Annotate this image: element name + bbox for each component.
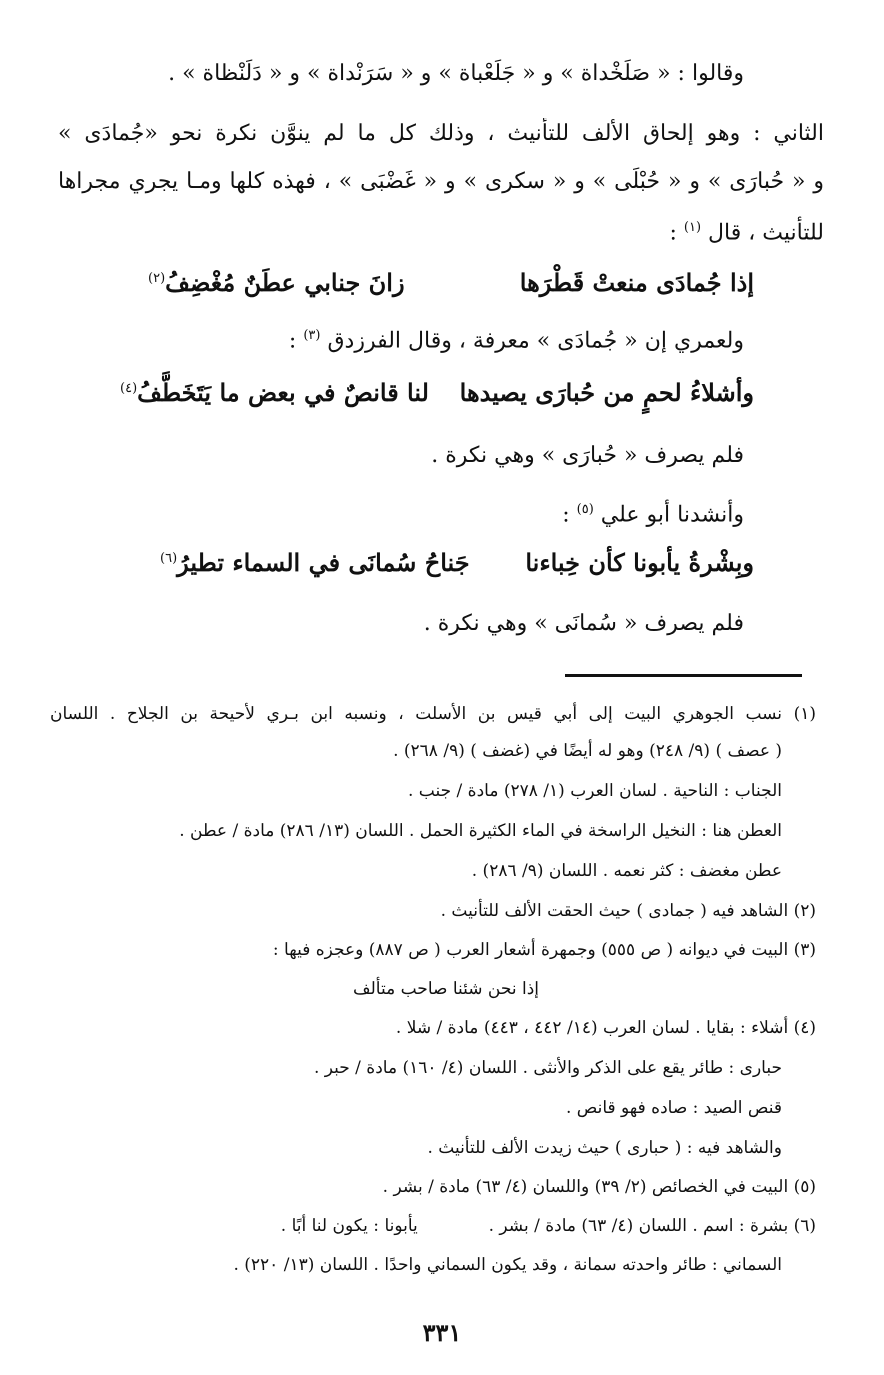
footnote-6-part-2: يأبونا : يكون لنا أبًا . xyxy=(280,1216,418,1236)
footnote-line: قنص الصيد : صاده فهو قانص . xyxy=(565,1098,782,1118)
body-line-4 xyxy=(60,212,824,249)
body-line-7-colon: : xyxy=(562,502,570,528)
footnote-line: عطن مغضف : كثر نعمه . اللسان (٩/ ٢٨٦) . xyxy=(471,861,782,881)
footnote-line: (٥) البيت في الخصائص (٢/ ٣٩) واللسان (٤/ ٦٣) مادة / بشر . xyxy=(382,1177,816,1197)
verse-1-second-hemistich xyxy=(148,268,405,297)
footnote-6-part-1: (٦) بشرة : اسم . اللسان (٤/ ٦٣) مادة / بشر . xyxy=(488,1216,816,1236)
body-line-3: و « حُبارَى » و « حُبْلَى » و « سكرى » و « غَضْبَى » ، فهذه كلها ومـا يجري مجراها xyxy=(58,169,824,194)
body-line-7 xyxy=(60,494,744,531)
body-line-4-colon: : xyxy=(669,220,677,246)
footnote-line: إذا نحن شئنا صاحب متألف xyxy=(353,979,539,999)
footnote-line: حبارى : طائر يقع على الذكر والأنثى . اللسان (٤/ ١٦٠) مادة / حبر . xyxy=(313,1058,782,1078)
footnote-line: السماني : طائر واحدته سمانة ، وقد يكون السماني واحدًا . اللسان (١٣/ ٢٢٠) . xyxy=(233,1255,782,1275)
footnote-line: (٤) أشلاء : بقايا . لسان العرب (١٤/ ٤٤٢ ، ٤٤٣) مادة / شلا . xyxy=(395,1018,816,1038)
footnote-ref-4: (٤) xyxy=(120,381,138,396)
footnote-line: والشاهد فيه : ( حبارى ) حيث زيدت الألف للتأنيث . xyxy=(427,1138,782,1158)
footnote-ref-3: (٣) xyxy=(303,328,321,343)
body-line-5 xyxy=(60,320,744,357)
footnote-line: الجناب : الناحية . لسان العرب (١/ ٢٧٨) مادة / جنب . xyxy=(407,781,782,801)
footnote-line xyxy=(50,1213,816,1239)
body-line-5-text: ولعمري إن « جُمادَى » معرفة ، وقال الفرزدق xyxy=(327,328,744,354)
verse-2-second-hemistich xyxy=(120,378,429,407)
footnote-line: ( عصف ) (٩/ ٢٤٨) وهو له أيضًا في (غضف ) (٩/ ٢٦٨) . xyxy=(393,741,782,761)
footnote-ref-5: (٥) xyxy=(576,502,594,517)
verse-3-first-hemistich: وبِشْرةُ يأبونا كأن خِباءنا xyxy=(525,548,754,577)
footnote-line: (١) نسب الجوهري البيت إلى أبي قيس بن الأسلت ، ونسبه ابن بـري لأحيحة بن الجلاح . اللسان xyxy=(50,704,816,724)
body-line-8: فلم يصرف « سُمانَى » وهي نكرة . xyxy=(423,611,744,636)
page-number: ٣٣١ xyxy=(422,1318,462,1347)
body-line-7-text: وأنشدنا أبو علي xyxy=(600,502,744,528)
footnote-separator xyxy=(565,674,802,677)
verse-1-second-text: زانَ جنابي عطَنٌ مُغْضِفُ xyxy=(165,268,405,297)
body-line-5-colon: : xyxy=(288,328,297,354)
footnote-line: العطن هنا : النخيل الراسخة في الماء الكثيرة الحمل . اللسان (١٣/ ٢٨٦) مادة / عطن . xyxy=(179,821,782,841)
body-line-1: وقالوا : « صَلَخْداة » و « جَلَعْباة » و « سَرَنْداة » و « دَلَنْظاة » . xyxy=(168,61,744,86)
footnote-ref-1: (١) xyxy=(683,220,702,235)
body-line-2: الثاني : وهو إلحاق الألف للتأنيث ، وذلك كل ما لم ينوَّن نكرة نحو «جُمادَى » xyxy=(58,121,824,146)
verse-3 xyxy=(60,548,754,588)
footnote-ref-2: (٢) xyxy=(148,271,166,286)
verse-3-second-text: جَناحُ سُمانَى في السماء تطيرُ xyxy=(177,548,470,577)
verse-2-second-text: لنا قانصٌ في بعض ما يَتَخَطَّفُ xyxy=(137,378,429,407)
body-line-4-text: للتأنيث ، قال xyxy=(708,220,824,246)
footnote-ref-6: (٦) xyxy=(160,551,178,566)
body-line-6: فلم يصرف « حُبارَى » وهي نكرة . xyxy=(431,443,744,468)
verse-1 xyxy=(60,268,754,308)
footnote-line: (٢) الشاهد فيه ( جمادى ) حيث الحقت الألف للتأنيث . xyxy=(440,901,816,921)
verse-2 xyxy=(60,378,754,418)
footnote-line: (٣) البيت في ديوانه ( ص ٥٥٥) وجمهرة أشعار العرب ( ص ٨٨٧) وعجزه فيها : xyxy=(272,940,816,960)
verse-1-first-hemistich: إذا جُمادَى منعتْ قَطْرَها xyxy=(519,268,754,297)
verse-2-first-hemistich: وأشلاءُ لحمٍ من حُبارَى يصيدها xyxy=(459,378,754,407)
verse-3-second-hemistich xyxy=(160,548,470,577)
